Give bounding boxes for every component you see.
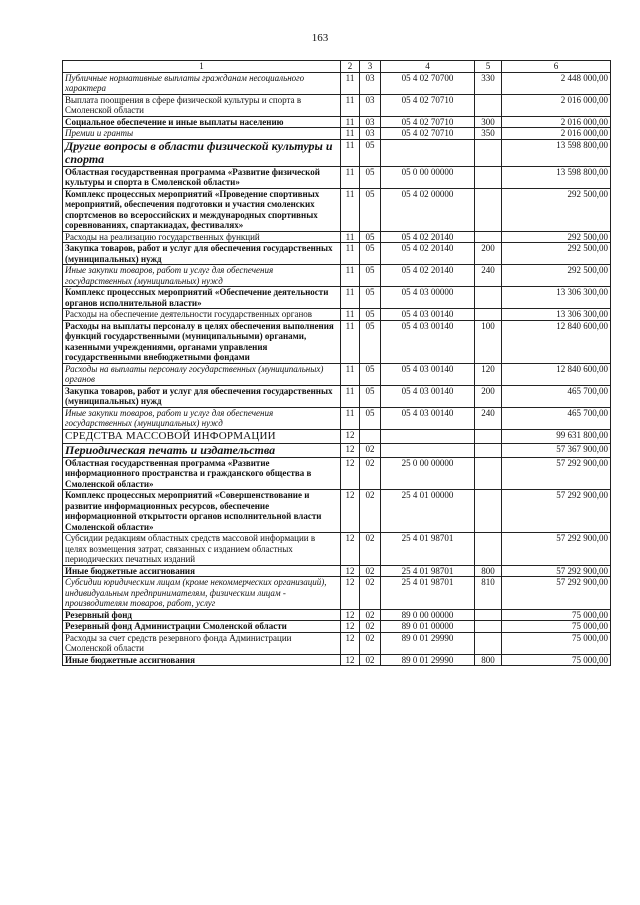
row-subsection-code: 02	[360, 621, 381, 633]
row-description: Закупка товаров, работ и услуг для обеспечения государственных (муниципальных) нужд	[63, 243, 341, 265]
row-description: Субсидии редакциям областных средств массовой информации в целях возмещения затрат, связанных с изданием областных периодических печатных изданий	[63, 533, 341, 566]
row-description: Периодическая печать и издательства	[63, 443, 341, 457]
row-expense-type-code	[475, 94, 502, 116]
row-amount: 75 000,00	[502, 621, 611, 633]
row-description: Иные закупки товаров, работ и услуг для обеспечения государственных (муниципальных) нужд	[63, 265, 341, 287]
row-target-article-code	[381, 139, 475, 166]
row-description: Другие вопросы в области физической культуры и спорта	[63, 139, 341, 166]
table-row	[63, 231, 611, 243]
row-subsection-code: 05	[360, 139, 381, 166]
row-description: Социальное обеспечение и иные выплаты населению	[63, 116, 341, 128]
row-expense-type-code: 240	[475, 407, 502, 429]
row-expense-type-code: 800	[475, 654, 502, 666]
table-row	[63, 621, 611, 633]
row-subsection-code: 05	[360, 385, 381, 407]
row-section-code: 11	[341, 116, 360, 128]
row-target-article-code: 05 0 00 00000	[381, 166, 475, 188]
row-expense-type-code	[475, 287, 502, 309]
row-section-code: 11	[341, 128, 360, 140]
table-row	[63, 243, 611, 265]
row-subsection-code: 05	[360, 287, 381, 309]
row-target-article-code	[381, 443, 475, 457]
row-description: Комплекс процессных мероприятий «Обеспечение деятельности органов исполнительной власти»	[63, 287, 341, 309]
row-target-article-code	[381, 429, 475, 443]
column-header-2: 2	[341, 61, 360, 73]
table-row	[63, 490, 611, 533]
row-amount: 292 500,00	[502, 243, 611, 265]
row-description: Областная государственная программа «Развитие физической культуры и спорта в Смоленской области»	[63, 166, 341, 188]
column-number-row	[63, 61, 611, 73]
budget-table	[62, 60, 611, 666]
table-row	[63, 609, 611, 621]
table-row	[63, 429, 611, 443]
column-header-4: 4	[381, 61, 475, 73]
row-target-article-code: 05 4 03 00140	[381, 320, 475, 363]
row-expense-type-code: 200	[475, 243, 502, 265]
table-row	[63, 654, 611, 666]
row-subsection-code: 05	[360, 188, 381, 231]
row-amount: 465 700,00	[502, 407, 611, 429]
row-expense-type-code	[475, 429, 502, 443]
row-target-article-code: 05 4 02 70710	[381, 116, 475, 128]
row-description: СРЕДСТВА МАССОВОЙ ИНФОРМАЦИИ	[63, 429, 341, 443]
row-amount: 75 000,00	[502, 654, 611, 666]
row-section-code: 11	[341, 166, 360, 188]
row-expense-type-code	[475, 166, 502, 188]
row-subsection-code: 05	[360, 231, 381, 243]
row-expense-type-code: 300	[475, 116, 502, 128]
row-target-article-code: 05 4 02 00000	[381, 188, 475, 231]
row-description: Иные бюджетные ассигнования	[63, 565, 341, 577]
row-target-article-code: 89 0 00 00000	[381, 609, 475, 621]
row-target-article-code: 25 0 00 00000	[381, 457, 475, 490]
row-expense-type-code	[475, 621, 502, 633]
row-subsection-code: 05	[360, 243, 381, 265]
row-amount: 57 367 900,00	[502, 443, 611, 457]
row-amount: 2 016 000,00	[502, 116, 611, 128]
row-target-article-code: 25 4 01 98701	[381, 577, 475, 610]
row-section-code: 12	[341, 443, 360, 457]
table-row	[63, 565, 611, 577]
table-row	[63, 166, 611, 188]
row-subsection-code: 03	[360, 116, 381, 128]
row-description: Расходы на обеспечение деятельности государственных органов	[63, 309, 341, 321]
row-subsection-code: 02	[360, 632, 381, 654]
table-row	[63, 139, 611, 166]
table-row	[63, 265, 611, 287]
row-subsection-code: 02	[360, 565, 381, 577]
row-target-article-code: 05 4 03 00140	[381, 363, 475, 385]
row-expense-type-code: 120	[475, 363, 502, 385]
table-row	[63, 128, 611, 140]
row-target-article-code: 25 4 01 00000	[381, 490, 475, 533]
row-expense-type-code: 330	[475, 72, 502, 94]
row-section-code: 11	[341, 407, 360, 429]
row-subsection-code: 05	[360, 407, 381, 429]
row-section-code: 11	[341, 72, 360, 94]
table-row	[63, 443, 611, 457]
column-header-1: 1	[63, 61, 341, 73]
row-section-code: 11	[341, 385, 360, 407]
table-row	[63, 457, 611, 490]
row-subsection-code: 02	[360, 654, 381, 666]
row-description: Премии и гранты	[63, 128, 341, 140]
row-amount: 292 500,00	[502, 265, 611, 287]
row-target-article-code: 05 4 02 20140	[381, 265, 475, 287]
row-section-code: 11	[341, 287, 360, 309]
row-expense-type-code: 240	[475, 265, 502, 287]
row-target-article-code: 05 4 02 70710	[381, 94, 475, 116]
row-subsection-code: 02	[360, 443, 381, 457]
row-section-code: 11	[341, 309, 360, 321]
row-amount: 13 598 800,00	[502, 166, 611, 188]
table-row	[63, 309, 611, 321]
row-description: Расходы на реализацию государственных функций	[63, 231, 341, 243]
row-description: Расходы на выплаты персоналу в целях обеспечения выполнения функций государственными (муниципальными) органами, казенными учреждениями, органами управления государственными внебюджетными фондами	[63, 320, 341, 363]
row-section-code: 11	[341, 363, 360, 385]
row-subsection-code	[360, 429, 381, 443]
row-expense-type-code	[475, 443, 502, 457]
row-amount: 99 631 800,00	[502, 429, 611, 443]
row-amount: 57 292 900,00	[502, 565, 611, 577]
table-row	[63, 385, 611, 407]
row-amount: 57 292 900,00	[502, 490, 611, 533]
row-amount: 12 840 600,00	[502, 320, 611, 363]
row-section-code: 12	[341, 457, 360, 490]
page-number: 163	[311, 32, 329, 44]
row-section-code: 12	[341, 490, 360, 533]
row-amount: 75 000,00	[502, 609, 611, 621]
row-description: Расходы на выплаты персоналу государственных (муниципальных) органов	[63, 363, 341, 385]
row-amount: 465 700,00	[502, 385, 611, 407]
row-expense-type-code	[475, 231, 502, 243]
row-target-article-code: 25 4 01 98701	[381, 533, 475, 566]
row-subsection-code: 02	[360, 490, 381, 533]
row-expense-type-code	[475, 457, 502, 490]
row-amount: 13 306 300,00	[502, 309, 611, 321]
row-section-code: 11	[341, 320, 360, 363]
row-subsection-code: 05	[360, 166, 381, 188]
row-expense-type-code: 100	[475, 320, 502, 363]
row-subsection-code: 02	[360, 577, 381, 610]
row-expense-type-code	[475, 609, 502, 621]
row-expense-type-code: 800	[475, 565, 502, 577]
row-expense-type-code	[475, 490, 502, 533]
row-amount: 13 598 800,00	[502, 139, 611, 166]
row-subsection-code: 05	[360, 265, 381, 287]
row-amount: 2 016 000,00	[502, 94, 611, 116]
row-description: Иные закупки товаров, работ и услуг для обеспечения государственных (муниципальных) нужд	[63, 407, 341, 429]
row-subsection-code: 03	[360, 72, 381, 94]
row-target-article-code: 05 4 03 00140	[381, 309, 475, 321]
row-target-article-code: 05 4 02 20140	[381, 243, 475, 265]
row-target-article-code: 05 4 03 00140	[381, 407, 475, 429]
table-header	[63, 61, 611, 73]
row-subsection-code: 03	[360, 94, 381, 116]
row-subsection-code: 02	[360, 457, 381, 490]
row-section-code: 12	[341, 654, 360, 666]
table-row	[63, 320, 611, 363]
row-subsection-code: 02	[360, 533, 381, 566]
row-target-article-code: 05 4 03 00000	[381, 287, 475, 309]
row-target-article-code: 05 4 03 00140	[381, 385, 475, 407]
row-section-code: 11	[341, 231, 360, 243]
row-expense-type-code: 350	[475, 128, 502, 140]
row-target-article-code: 89 0 01 29990	[381, 654, 475, 666]
row-amount: 13 306 300,00	[502, 287, 611, 309]
row-target-article-code: 05 4 02 20140	[381, 231, 475, 243]
row-amount: 12 840 600,00	[502, 363, 611, 385]
row-amount: 75 000,00	[502, 632, 611, 654]
row-target-article-code: 89 0 01 00000	[381, 621, 475, 633]
row-description: Комплекс процессных мероприятий «Проведение спортивных мероприятий, обеспечения подготовки и участия смоленских спортсменов во всероссийских и международных спортивных соревнованиях, спартакиадах, фестивалях»	[63, 188, 341, 231]
row-description: Публичные нормативные выплаты гражданам несоциального характера	[63, 72, 341, 94]
row-description: Комплекс процессных мероприятий «Совершенствование и развитие информационных ресурсов, обеспечение информационной открытости органов исполнительной власти Смоленской области»	[63, 490, 341, 533]
table-row	[63, 577, 611, 610]
row-description: Закупка товаров, работ и услуг для обеспечения государственных (муниципальных) нужд	[63, 385, 341, 407]
row-description: Расходы за счет средств резервного фонда Администрации Смоленской области	[63, 632, 341, 654]
row-description: Резервный фонд	[63, 609, 341, 621]
column-header-6: 6	[502, 61, 611, 73]
row-subsection-code: 05	[360, 363, 381, 385]
row-section-code: 11	[341, 94, 360, 116]
table-row	[63, 363, 611, 385]
row-amount: 57 292 900,00	[502, 577, 611, 610]
row-expense-type-code	[475, 533, 502, 566]
table-row	[63, 407, 611, 429]
row-expense-type-code	[475, 188, 502, 231]
row-subsection-code: 05	[360, 309, 381, 321]
row-section-code: 11	[341, 243, 360, 265]
row-description: Иные бюджетные ассигнования	[63, 654, 341, 666]
row-amount: 57 292 900,00	[502, 533, 611, 566]
row-expense-type-code: 810	[475, 577, 502, 610]
row-target-article-code: 25 4 01 98701	[381, 565, 475, 577]
row-section-code: 12	[341, 577, 360, 610]
row-amount: 2 016 000,00	[502, 128, 611, 140]
table-row	[63, 94, 611, 116]
row-section-code: 11	[341, 139, 360, 166]
row-section-code: 12	[341, 429, 360, 443]
row-section-code: 11	[341, 188, 360, 231]
row-target-article-code: 89 0 01 29990	[381, 632, 475, 654]
row-section-code: 12	[341, 632, 360, 654]
table-row	[63, 188, 611, 231]
row-description: Субсидии юридическим лицам (кроме некоммерческих организаций), индивидуальным предпринимателям, физическим лицам - производителям товаров, работ, услуг	[63, 577, 341, 610]
table-row	[63, 72, 611, 94]
column-header-3: 3	[360, 61, 381, 73]
row-section-code: 12	[341, 621, 360, 633]
row-description: Резервный фонд Администрации Смоленской области	[63, 621, 341, 633]
row-subsection-code: 03	[360, 128, 381, 140]
row-expense-type-code	[475, 309, 502, 321]
table-body	[63, 72, 611, 666]
table-row	[63, 287, 611, 309]
row-target-article-code: 05 4 02 70700	[381, 72, 475, 94]
row-section-code: 12	[341, 533, 360, 566]
row-expense-type-code	[475, 632, 502, 654]
row-section-code: 12	[341, 565, 360, 577]
row-amount: 292 500,00	[502, 231, 611, 243]
row-target-article-code: 05 4 02 70710	[381, 128, 475, 140]
table-row	[63, 116, 611, 128]
row-expense-type-code	[475, 139, 502, 166]
row-amount: 2 448 000,00	[502, 72, 611, 94]
row-description: Выплата поощрения в сфере физической культуры и спорта в Смоленской области	[63, 94, 341, 116]
row-section-code: 11	[341, 265, 360, 287]
column-header-5: 5	[475, 61, 502, 73]
row-subsection-code: 05	[360, 320, 381, 363]
row-description: Областная государственная программа «Развитие информационного пространства и гражданского общества в Смоленской области»	[63, 457, 341, 490]
row-section-code: 12	[341, 609, 360, 621]
table-row	[63, 632, 611, 654]
table-row	[63, 533, 611, 566]
row-expense-type-code: 200	[475, 385, 502, 407]
row-subsection-code: 02	[360, 609, 381, 621]
row-amount: 292 500,00	[502, 188, 611, 231]
row-amount: 57 292 900,00	[502, 457, 611, 490]
